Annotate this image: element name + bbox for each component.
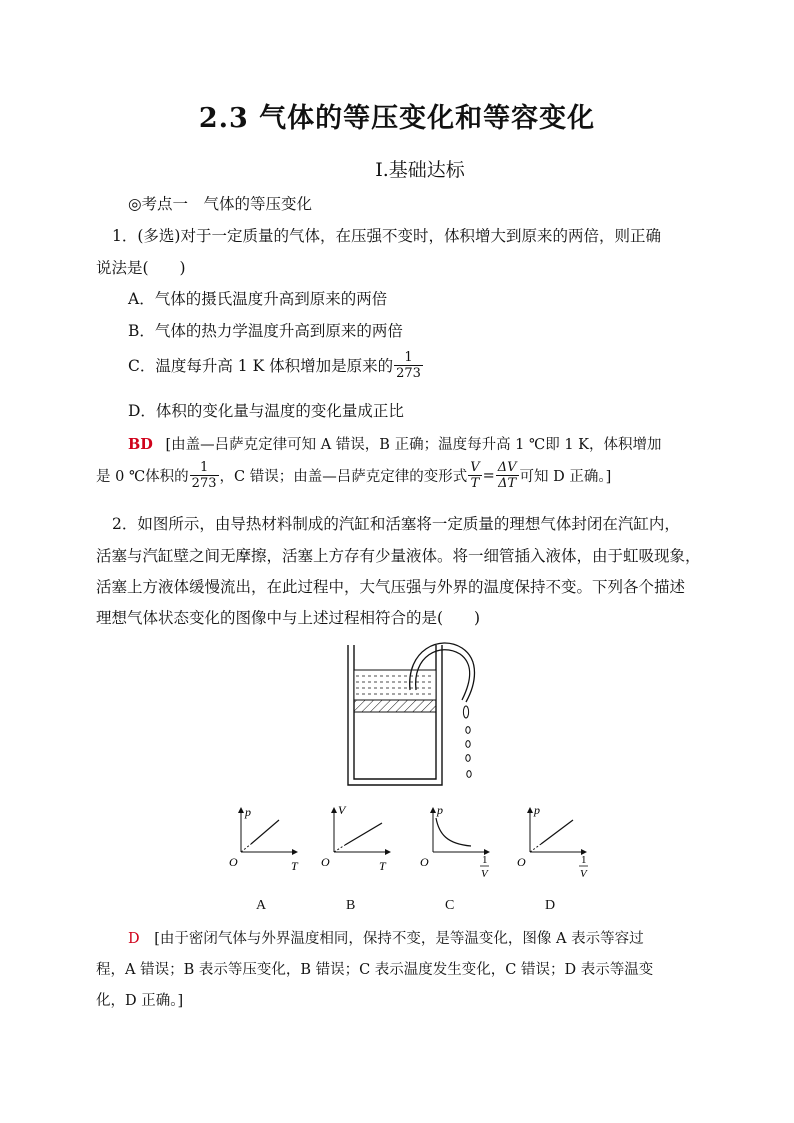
graph-d-origin: O bbox=[517, 855, 526, 869]
graph-d bbox=[517, 803, 588, 880]
graph-d-caption: D bbox=[545, 898, 556, 913]
graph-a-y-label: p bbox=[245, 805, 251, 819]
q1-option-d: D．体积的变化量与温度的变化量成正比 bbox=[128, 402, 404, 420]
q1-answer-f1-num: V bbox=[470, 460, 480, 475]
q1-answer-line1 bbox=[128, 433, 662, 454]
q1-answer-f2-den: ΔT bbox=[498, 476, 517, 491]
graph-b-origin: O bbox=[321, 855, 330, 869]
graph-c-curve bbox=[436, 818, 471, 846]
q1-stem-line1: 1．(多选)对于一定质量的气体，在压强不变时，体积增大到原来的两倍，则正确 bbox=[112, 227, 661, 245]
graph-d-line bbox=[541, 820, 573, 844]
q2-stem-line2: 活塞与汽缸壁之间无摩擦，活塞上方存有少量液体。将一细管插入液体，由于虹吸现象， bbox=[96, 547, 701, 565]
graph-c-x-den: V bbox=[481, 868, 488, 880]
q1-option-c-frac-num: 1 bbox=[394, 350, 423, 366]
section-heading: Ⅰ.基础达标 bbox=[375, 159, 465, 181]
q1-option-c-frac-den: 273 bbox=[396, 366, 421, 381]
graph-a bbox=[229, 805, 299, 873]
q1-answer-fraction-v-t bbox=[468, 460, 481, 491]
q2-stem-line4: 理想气体状态变化的图像中与上述过程相符合的是( ) bbox=[96, 609, 481, 627]
q1-answer-equals: = bbox=[482, 467, 495, 484]
graph-c-y-label: p bbox=[437, 803, 443, 817]
graph-b-line bbox=[345, 823, 382, 845]
graph-b bbox=[321, 803, 390, 873]
q2-answer-key: D bbox=[128, 931, 140, 947]
q1-answer-f1-den: T bbox=[470, 476, 480, 491]
q1-option-a: A．气体的摄氏温度升高到原来的两倍 bbox=[128, 290, 388, 308]
graph-b-caption: B bbox=[346, 898, 356, 913]
graph-c-caption: C bbox=[445, 898, 455, 913]
q1-answer-frac-den: 273 bbox=[191, 476, 217, 491]
graph-d-y-label: p bbox=[534, 803, 540, 817]
graph-d-x-den: V bbox=[580, 868, 587, 880]
graph-b-x-label: T bbox=[379, 859, 386, 873]
page-title: 2.3 气体的等压变化和等容变化 bbox=[198, 103, 596, 134]
q1-option-c bbox=[128, 350, 424, 381]
q2-answer-line3: 化，D 正确。] bbox=[96, 993, 184, 1009]
graph-a-caption: A bbox=[256, 898, 267, 913]
graph-d-extension bbox=[530, 844, 541, 852]
q1-answer-frac-num: 1 bbox=[190, 460, 219, 476]
graph-a-line bbox=[251, 820, 279, 844]
state-graphs bbox=[225, 800, 605, 886]
graph-c-x-num: 1 bbox=[482, 854, 488, 866]
q1-answer-line2 bbox=[96, 460, 611, 491]
graph-d-x-num: 1 bbox=[581, 854, 587, 866]
q1-answer-f2-num: ΔV bbox=[497, 460, 517, 475]
graph-a-origin: O bbox=[229, 855, 238, 869]
graph-c bbox=[420, 803, 489, 880]
q1-option-b: B．气体的热力学温度升高到原来的两倍 bbox=[128, 322, 403, 340]
graph-a-x-label: T bbox=[291, 859, 298, 873]
graph-b-y-label: V bbox=[338, 803, 346, 817]
q1-option-c-text: C．温度每升高 1 K 体积增加是原来的 bbox=[128, 356, 394, 375]
q1-option-c-fraction bbox=[394, 350, 423, 381]
q1-answer-key: BD bbox=[128, 436, 153, 453]
q2-stem-line3: 活塞上方液体缓慢流出，在此过程中，大气压强与外界的温度保持不变。下列各个描述 bbox=[96, 578, 686, 596]
cylinder-siphon-figure bbox=[340, 640, 500, 790]
q1-answer-text1: [由盖—吕萨克定律可知 A 错误，B 正确；温度每升高 1 ℃即 1 K，体积增加 bbox=[165, 437, 662, 453]
q2-answer-line2: 程，A 错误；B 表示等压变化，B 错误；C 表示温度发生变化，C 错误；D 表示等温变 bbox=[96, 962, 654, 978]
q1-stem-line2: 说法是( ) bbox=[96, 259, 186, 277]
q1-answer-text2a: 是 0 ℃体积的 bbox=[96, 469, 189, 485]
graph-c-origin: O bbox=[420, 855, 429, 869]
q1-answer-fraction-dv-dt bbox=[496, 460, 519, 491]
q1-answer-fraction-273 bbox=[190, 460, 219, 491]
q1-answer-text2c: 可知 D 正确。] bbox=[519, 469, 612, 485]
graph-b-extension bbox=[334, 845, 345, 852]
q2-stem-line1: 2．如图所示，由导热材料制成的汽缸和活塞将一定质量的理想气体封闭在汽缸内， bbox=[112, 515, 680, 533]
topic-heading: ◎考点一 气体的等压变化 bbox=[128, 195, 313, 213]
graph-a-extension bbox=[241, 844, 251, 852]
q2-answer-text1: [由于密闭气体与外界温度相同，保持不变，是等温变化，图像 A 表示等容过 bbox=[154, 931, 644, 947]
q2-answer-line1 bbox=[128, 927, 644, 948]
q1-answer-text2b: ，C 错误；由盖—吕萨克定律的变形式 bbox=[219, 469, 468, 485]
